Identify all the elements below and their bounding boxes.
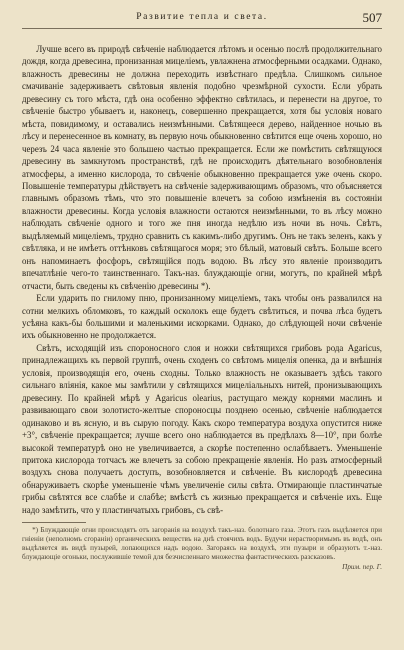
footnote-text: *) Блуждающіе огни происходятъ отъ загоранія на воздухѣ такъ-наз. болотнаго газа. Этотъ газъ выдѣляется при гніеніи (неполномъ сгораніи) органическихъ веществъ на днѣ стоячихъ водъ. Будучи нерастворимымъ въ водѣ, онъ выдѣляется въ видѣ пузырей, лопающихся надъ водою. Загораясь на воздухѣ, эти пузыри и образуютъ т.-наз. блуждающіе огоньки, послужившіе темой для безчисленнаго множества фантастическихъ разсказовъ. — [22, 526, 382, 562]
page-number: 507 — [362, 10, 382, 25]
body-text — [22, 43, 382, 516]
paragraph: Если ударить по гнилому пню, пронизанному мицеліемъ, такъ чтобы онъ развалился на сотни мелкихъ обломковъ, то каждый осколокъ еще будетъ свѣтиться, и почва лѣса будетъ усѣяна какъ-бы большими и маленькими искорками. Однако, до слѣдующей ночи свѣченіе ихъ обыкновенно не продолжается. — [22, 293, 382, 341]
page-header — [22, 10, 382, 29]
paragraph: Свѣтъ, исходящій изъ спороносного слоя и ножки свѣтящихся грибовъ рода Agaricus, принадлежащихъ къ первой группѣ, очень сходенъ со свѣтомъ мицелія опенка, да и внѣшнія условія, производящія его, очень сходны. Только влажность не оказываетъ здѣсь такого сильнаго вліянія, какое мы замѣтили у свѣтящихся мицеліальныхъ нитей, пронизывающихъ древесину. По крайней мѣрѣ у Agaricus olearius, растущаго между корнями маслинъ и развивающаго свои золотисто-желтые спороносцы позднею осенью, свѣченіе наблюдается одинаково и въ ясную, и въ сырую погоду. Какъ скоро температура воздуха опустится ниже +3°, свѣченіе прекращается; лучше всего оно наблюдается въ предѣлахъ 8—10°, при болѣе высокой температурѣ оно не увеличивается, а скорѣе постепенно ослабѣваетъ. Уменьшеніе притока кислорода тотчасъ же влечетъ за собою прекращеніе явленія. Но разъ атмосферный воздухъ снова получаетъ доступъ, возобновляется и свѣченіе. Въ кислородѣ древесина обнаруживаетъ скорѣе уменьшеніе чѣмъ увеличеніе силы свѣта. Отмирающіе пластинчатые грибы свѣтятся все слабѣе и слабѣе; вмѣстѣ съ жизнью прекращается и свѣченіе ихъ. Еще надо замѣтить, что у пластинчатыхъ грибовъ, съ свѣ- — [22, 342, 382, 515]
footnote-signature: Прим. пер. Г. — [342, 563, 382, 572]
footnote — [22, 526, 382, 572]
running-head: Развитие тепла и света. — [136, 12, 268, 22]
paragraph: Лучше всего въ природѣ свѣченіе наблюдается лѣтомъ и осенью послѣ продолжительнаго дождя, когда древесина, пронизанная мицеліемъ, увлажнена атмосферными осадками. Однако, влажность древесины не должна переходить извѣстнаго предѣла. Слишкомъ сильное смачиваніе задерживаетъ свѣтовыя явленія подобно чрезмѣрной сухости. Если убрать древесину съ того мѣста, гдѣ она особенно эффектно свѣтилась, и перенести на другое, то свѣченіе быстро убываетъ и, наконецъ, совершенно прекращается, хотя бы условія новаго мѣста, повидимому, и оставались неизмѣнными. Свѣтящееся дерево, найденное ночью въ лѣсу и перенесенное въ комнату, въ первую ночь обыкновенно свѣтится еще очень хорошо, но черезъ 24 часа явленіе это большею частью прекращается. Если же помѣстить свѣтящуюся древесину въ замкнутомъ пространствѣ, гдѣ не происходитъ дѣятельнаго возобновленія атмосферы, а именно кислорода, то свѣченіе обыкновенно прекращается уже очень скоро. Повышеніе температуры дѣйствуетъ на свѣченіе задерживающимъ образомъ, что объясняется главнымъ образомъ тѣмъ, что это повышеніе влечетъ за собою измѣненія въ состояніи влажности древесины. Когда условія влажности остаются неизмѣнными, то въ лѣсу можно наблюдать свѣченіе одного и того же пня иногда недѣлю изъ ночи въ ночь. Свѣтъ, выдѣляемый мицеліемъ, трудно сравнить съ какимъ-либо другимъ. Онъ не такъ зеленъ, какъ у свѣтляка, и не имѣетъ оттѣнковъ свѣтящагося моря; это бѣлый, матовый свѣтъ. Больше всего онъ напоминаетъ фосфоръ, свѣтящійся подъ водою. Въ лѣсу это явленіе производитъ впечатлѣніе чего-то таинственнаго. Такъ-наз. блуждающіе огни, могутъ, по крайней мѣрѣ отчасти, быть сведены къ свѣченію древесины *). — [22, 44, 382, 291]
footnote-divider — [22, 522, 86, 523]
